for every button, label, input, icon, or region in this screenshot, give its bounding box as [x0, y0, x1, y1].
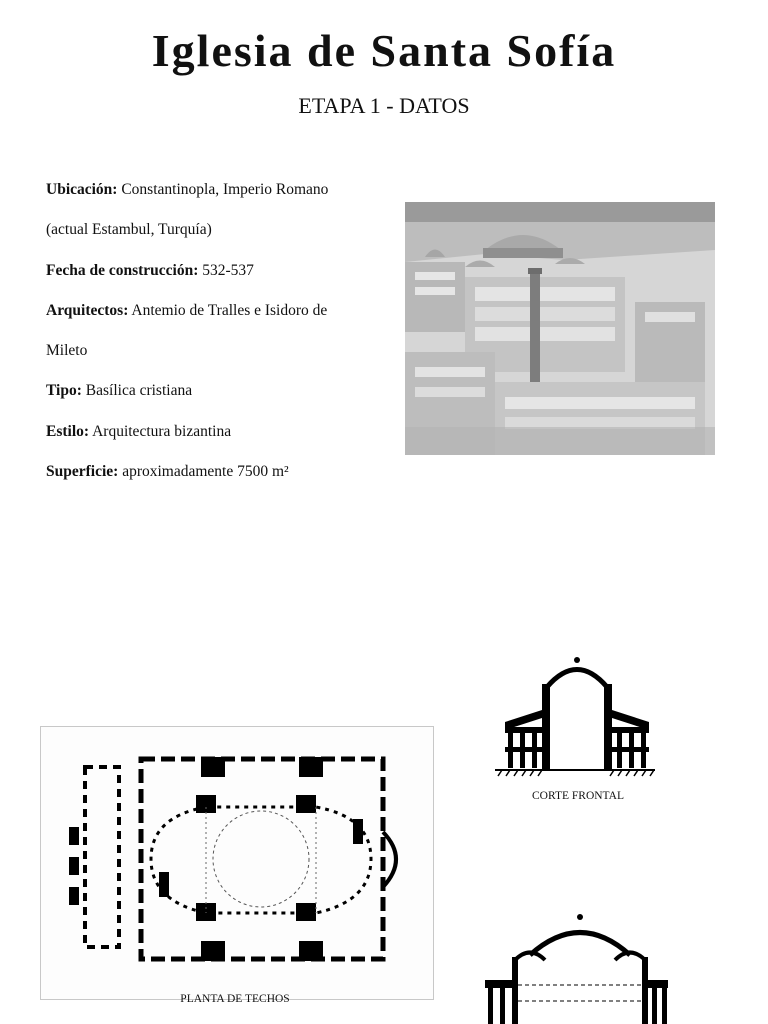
roof-plan-drawing	[41, 727, 433, 999]
facts-list	[46, 176, 376, 498]
side-section-drawing	[470, 905, 670, 1024]
page-title: Iglesia de Santa Sofía	[151, 25, 617, 76]
fact-type	[46, 377, 376, 417]
fact-value: Antemio de Tralles e Isidoro de	[131, 301, 328, 319]
fact-label: Estilo:	[46, 422, 90, 440]
page-subtitle: ETAPA 1 - DATOS	[298, 93, 470, 118]
section-caption: CORTE FRONTAL	[532, 790, 624, 802]
fact-value: (actual Estambul, Turquía)	[46, 221, 212, 239]
fact-architects-continued	[46, 337, 376, 377]
fact-label: Arquitectos:	[46, 301, 129, 319]
fact-construction-date	[46, 257, 376, 297]
roof-plan-frame	[40, 726, 434, 1000]
fact-style	[46, 418, 376, 458]
fact-label: Ubicación:	[46, 181, 118, 198]
fact-value: Mileto	[46, 342, 88, 360]
aerial-illustration	[405, 202, 715, 455]
fact-label: Fecha de construcción:	[46, 261, 199, 279]
aerial-photo	[405, 202, 715, 455]
fact-area	[46, 458, 376, 498]
fact-label: Tipo:	[46, 382, 82, 400]
fact-value: 532-537	[202, 261, 254, 279]
front-section-drawing	[490, 652, 660, 782]
fact-value: Constantinopla, Imperio Romano	[121, 181, 329, 198]
plan-caption: PLANTA DE TECHOS	[180, 993, 290, 1005]
fact-architects	[46, 297, 376, 337]
fact-location-continued	[46, 216, 376, 256]
fact-value: aproximadamente 7500 m²	[122, 463, 289, 481]
fact-location	[46, 176, 376, 216]
fact-label: Superficie:	[46, 463, 119, 481]
fact-value: Arquitectura bizantina	[92, 422, 232, 440]
fact-value: Basílica cristiana	[85, 382, 193, 400]
